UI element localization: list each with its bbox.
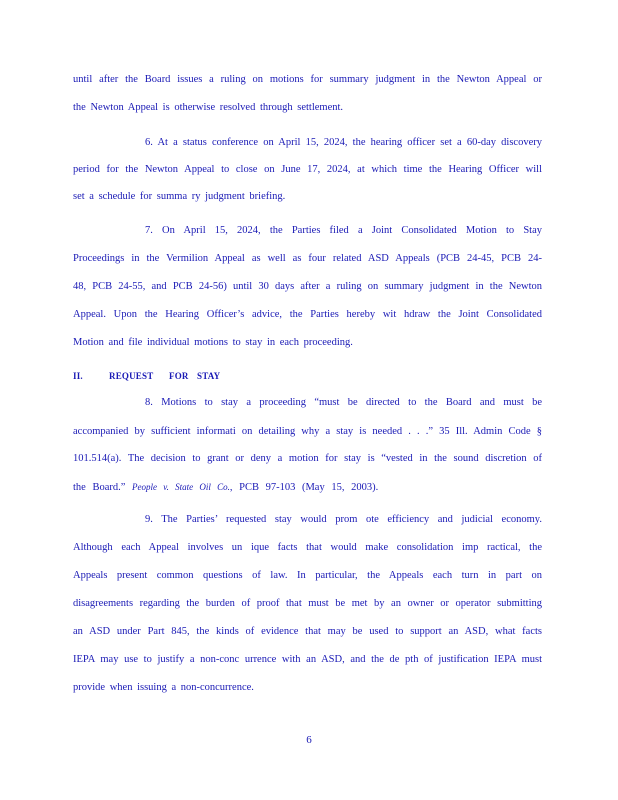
text-line: Although each Appeal involves un ique facts that would make consolidation imp ractical, the	[73, 542, 542, 553]
text-line: the Newton Appeal is otherwise resolved through settlement.	[73, 102, 344, 113]
text-line: disagreements regarding the burden of proof that must be met by an owner or operator submitting	[73, 598, 542, 609]
case-name: People v. State Oil Co.	[132, 482, 230, 492]
text-line: 48, PCB 24-55, and PCB 24-56) until 30 days after a ruling on summary judgment in the Newton	[73, 281, 542, 292]
text-line: Appeal. Upon the Hearing Officer’s advice, the Parties hereby wit hdraw the Joint Consolidated	[73, 309, 542, 320]
citation-text: , PCB 97-103 (May 15, 2003).	[229, 482, 379, 493]
text-line: Appeals present common questions of law. In particular, the Appeals each turn in part on	[73, 570, 542, 581]
heading-word: REQUEST	[109, 371, 154, 381]
page-number: 6	[306, 734, 312, 746]
citation-text: the Board.”	[73, 482, 126, 493]
text-line: provide when issuing a non-concurrence.	[73, 682, 254, 693]
text-line: IEPA may use to justify a non-conc urrence with an ASD, and the de pth of justification IEPA must	[73, 654, 542, 665]
paragraph-7-start: 7. On April 15, 2024, the Parties filed a Joint Consolidated Motion to Stay	[145, 225, 542, 236]
paragraph-8-start: 8. Motions to stay a proceeding “must be directed to the Board and must be	[145, 397, 542, 408]
citation-line	[73, 480, 378, 495]
paragraph-9-start: 9. The Parties’ requested stay would prom ote efficiency and judicial economy.	[145, 514, 542, 525]
paragraph-6-start: 6. At a status conference on April 15, 2024, the hearing officer set a 60-day discovery	[145, 137, 542, 148]
text-line: Motion and file individual motions to stay in each proceeding.	[73, 337, 353, 348]
text-line: accompanied by sufficient informati on detailing why a stay is needed . . .” 35 Ill. Admin Code §	[73, 426, 542, 437]
text-line: an ASD under Part 845, the kinds of evidence that may be used to support an ASD, what facts	[73, 626, 542, 637]
section-heading	[73, 371, 220, 381]
text-line: period for the Newton Appeal to close on June 17, 2024, at which time the Hearing Officer will	[73, 164, 542, 175]
text-line: until after the Board issues a ruling on motions for summary judgment in the Newton Appeal or	[73, 74, 542, 85]
heading-number: II.	[73, 371, 83, 381]
heading-word: FOR	[169, 371, 189, 381]
text-line: Proceedings in the Vermilion Appeal as well as four related ASD Appeals (PCB 24-45, PCB 24-	[73, 253, 542, 264]
text-line: 101.514(a). The decision to grant or deny a motion for stay is “vested in the sound discretion of	[73, 453, 542, 464]
text-line: set a schedule for summa ry judgment briefing.	[73, 191, 286, 202]
heading-word: STAY	[197, 371, 221, 381]
